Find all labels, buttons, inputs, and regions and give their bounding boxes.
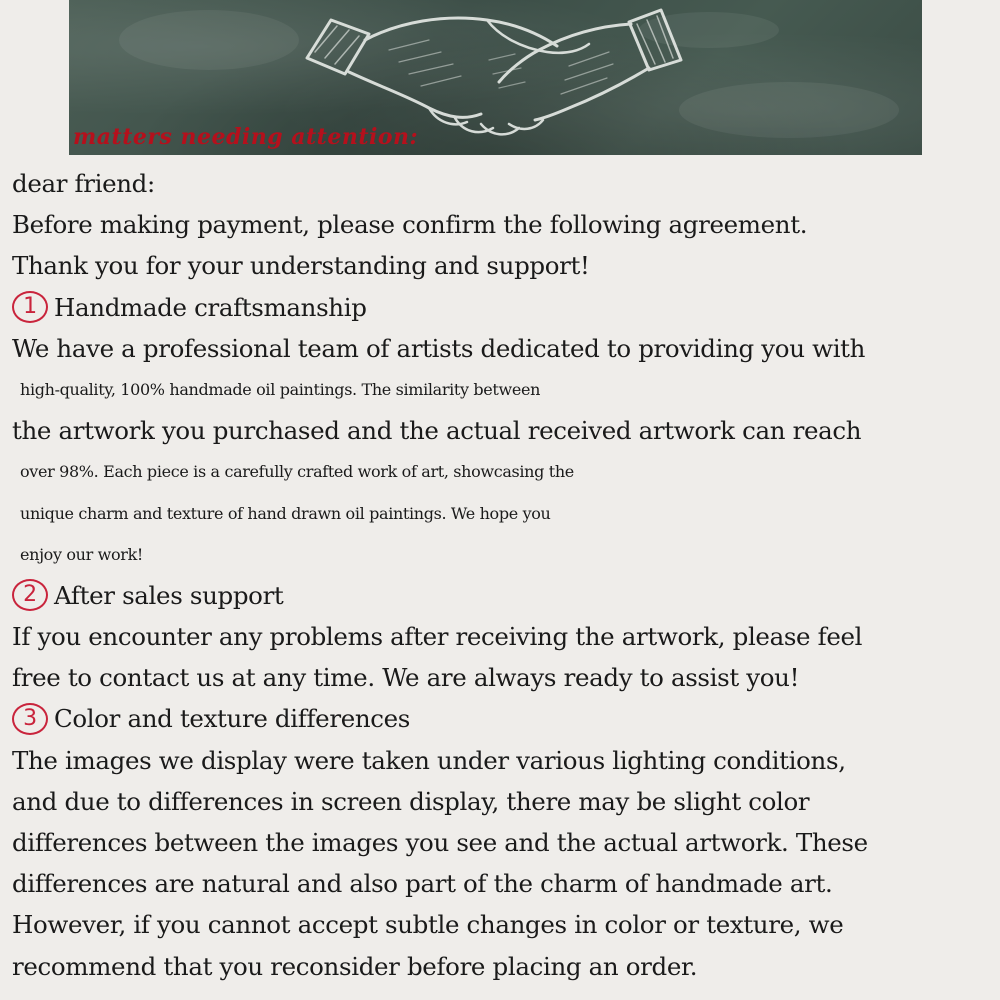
paragraph-line: over 98%. Each piece is a carefully crafted work of art, showcasing the — [20, 462, 574, 482]
paragraph-line: We have a professional team of artists dedicated to providing you with — [12, 333, 866, 363]
section-number-badge: 3 — [12, 703, 48, 735]
section-heading — [12, 698, 996, 739]
paragraph-line: recommend that you reconsider before placing an order. — [12, 951, 698, 981]
agreement-text — [12, 163, 996, 987]
section-title: Handmade craftsmanship — [54, 292, 367, 322]
paragraph-line: The images we display were taken under various lighting conditions, — [12, 745, 846, 775]
paragraph-line: differences between the images you see and the actual artwork. These — [12, 828, 868, 857]
paragraph-line: unique charm and texture of hand drawn oil paintings. We hope you — [20, 503, 551, 523]
banner-caption: matters needing attention: — [73, 124, 419, 150]
paragraph-line: free to contact us at any time. We are always ready to assist you! — [12, 663, 800, 693]
paragraph-line: differences are natural and also part of the charm of handmade art. — [12, 869, 833, 899]
paragraph-line: If you encounter any problems after receiving the artwork, please feel — [12, 622, 863, 652]
paragraph-line: However, if you cannot accept subtle changes in color or texture, we — [12, 910, 844, 940]
section-heading — [12, 575, 996, 616]
greeting: dear friend: — [12, 169, 155, 198]
intro-line: Before making payment, please confirm the following agreement. — [12, 210, 808, 240]
paragraph-line: the artwork you purchased and the actual received artwork can reach — [12, 416, 862, 446]
section-number-badge: 2 — [12, 579, 48, 611]
section-heading — [12, 287, 996, 328]
header-banner — [69, 0, 922, 155]
section-title: Color and texture differences — [54, 704, 411, 734]
paragraph-line: and due to differences in screen display, there may be slight color — [12, 786, 810, 816]
section-number-badge: 1 — [12, 291, 48, 323]
intro-line: Thank you for your understanding and support! — [12, 251, 590, 281]
paragraph-line: high-quality, 100% handmade oil paintings. The similarity between — [20, 379, 541, 399]
section-title: After sales support — [54, 580, 284, 610]
paragraph-line: enjoy our work! — [20, 544, 144, 564]
